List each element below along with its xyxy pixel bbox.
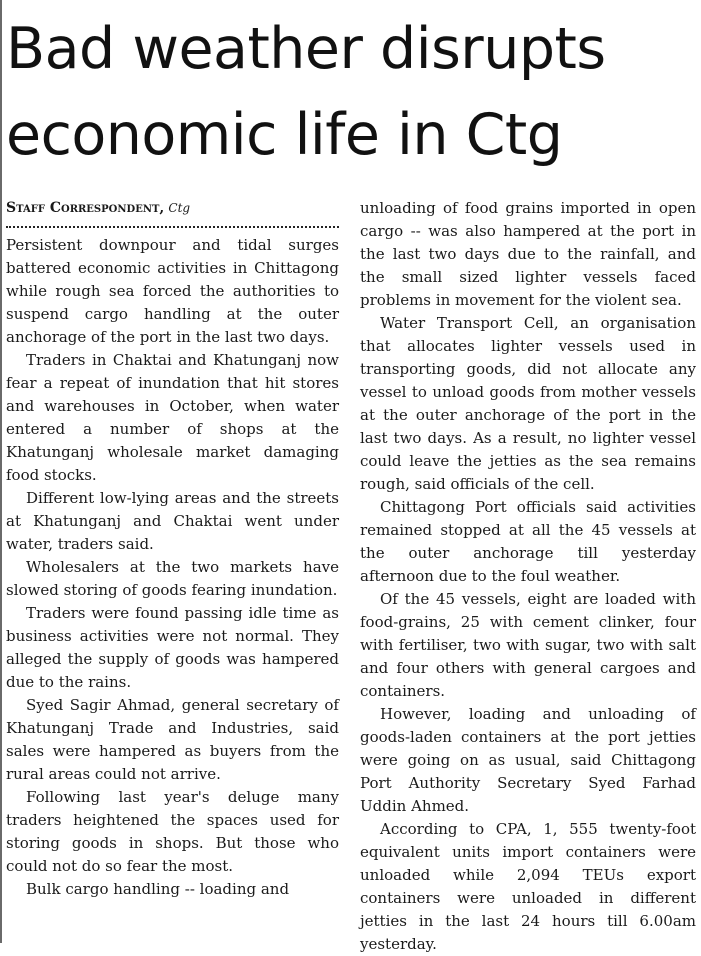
body-paragraph: Wholesalers at the two markets have slowed storing of goods fearing inundation. [6, 558, 339, 599]
body-paragraph: Water Transport Cell, an organisation that allocates lighter vessels used in transporting goods, did not allocate any vessel to unload goods from mother vessels at the outer anchorage of the port in the last two days. As a result, no lighter vessel could leave the jetties as the sea remains rough, said officials of the cell. [360, 314, 696, 493]
body-paragraph: Traders in Chaktai and Khatunganj now fear a repeat of inundation that hit stores and warehouses in October, when water entered a number of shops at the Khatunganj wholesale market damaging food stocks. [6, 351, 339, 484]
body-paragraph: Chittagong Port officials said activities remained stopped at all the 45 vessels at the outer anchorage till yesterday afternoon due to the foul weather. [360, 498, 696, 585]
body-paragraph: Bulk cargo handling -- loading and [26, 880, 290, 898]
byline-place: Ctg [168, 201, 191, 215]
body-paragraph: Different low-lying areas and the streets at Khatunganj and Chaktai went under water, traders said. [6, 489, 339, 553]
body-paragraph: Of the 45 vessels, eight are loaded with food-grains, 25 with cement clinker, four with fertiliser, two with sugar, two with salt and four others with general cargoes and containers. [360, 590, 696, 700]
body-paragraph: However, loading and unloading of goods-laden containers at the port jetties were going on as usual, said Chittagong Port Authority Secretary Syed Farhad Uddin Ahmed. [360, 705, 696, 815]
body-paragraph: According to CPA, 1, 555 twenty-foot equivalent units import containers were unloaded while 2,094 TEUs export containers were unloaded in different jetties in the last 24 hours till 6.00am yesterday. [360, 820, 696, 953]
dotted-separator [6, 226, 339, 228]
column-right [360, 197, 696, 956]
body-paragraph: unloading of food grains imported in open cargo -- was also hampered at the port in the last two days due to the rainfall, and the small sized lighter vessels faced problems in movement for the violent sea. [360, 199, 696, 309]
byline-author: Staff Correspondent, [6, 200, 165, 216]
body-paragraph: Syed Sagir Ahmad, general secretary of Khatunganj Trade and Industries, said sales were hampered as buyers from the rural areas could not arrive. [6, 696, 339, 783]
byline [6, 197, 339, 219]
headline-line-1: Bad weather disrupts [6, 16, 606, 82]
column-left [6, 197, 339, 901]
body-paragraph: Persistent downpour and tidal surges battered economic activities in Chittagong while rough sea forced the authorities to suspend cargo handling at the outer anchorage of the port in the last two days. [6, 236, 339, 346]
headline [6, 6, 700, 178]
headline-line-2: economic life in Ctg [6, 102, 563, 168]
body-paragraph: Following last year's deluge many traders heightened the spaces used for storing goods in shops. But those who could not do so fear the most. [6, 788, 339, 875]
body-paragraph: Traders were found passing idle time as business activities were not normal. They alleged the supply of goods was hampered due to the rains. [6, 604, 339, 691]
